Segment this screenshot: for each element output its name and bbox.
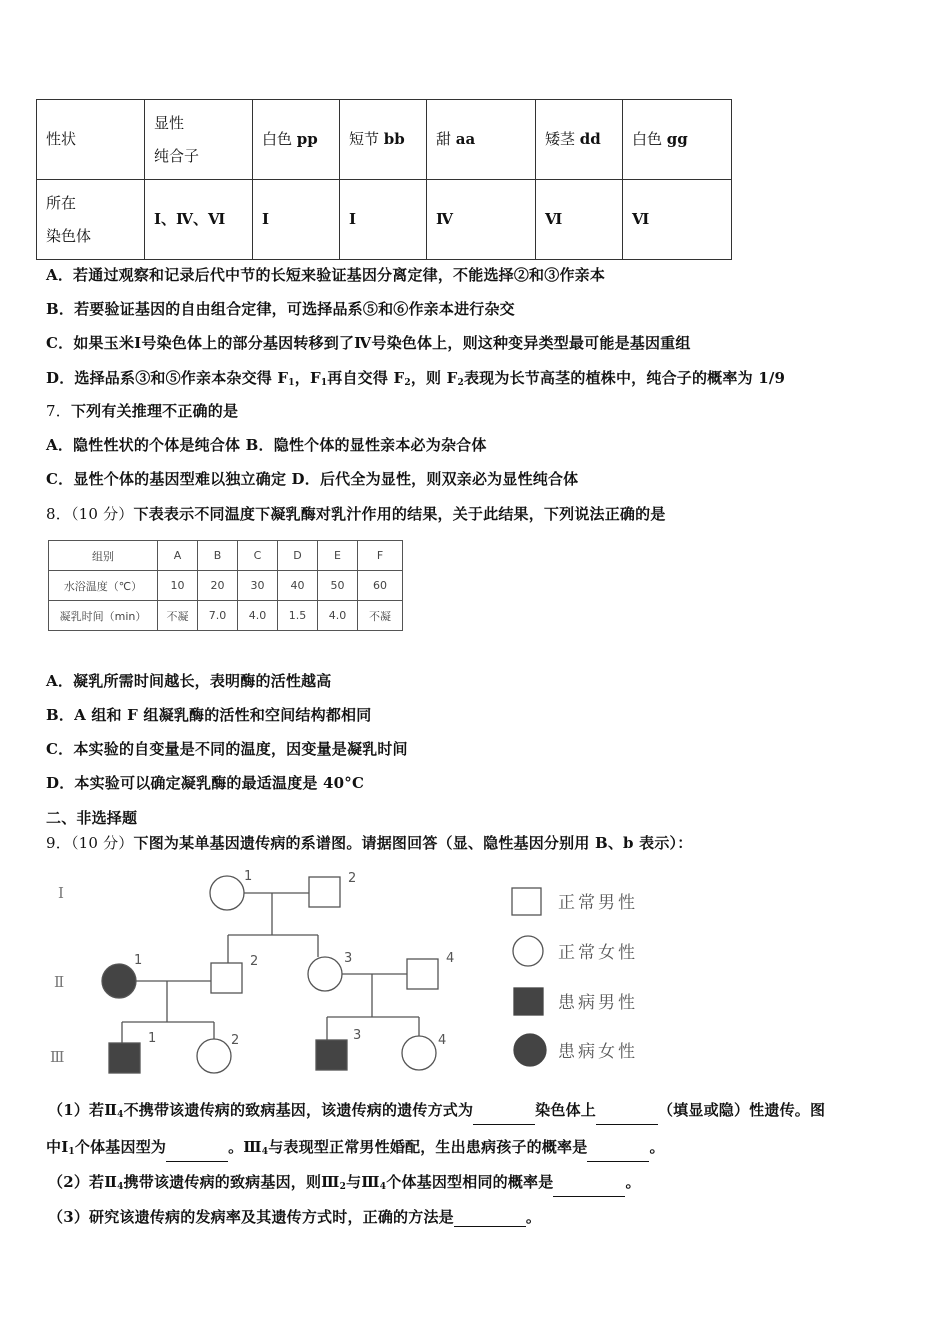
text: ，F (294, 369, 321, 387)
header-short-bb (340, 100, 427, 180)
q8-option-b: B．A 组和 F 组凝乳酶的活性和空间结构都相同 (46, 706, 372, 724)
text: 与表现型正常男性婚配，生出患病孩子的概率是 (268, 1138, 588, 1156)
label-III1: 1 (148, 1031, 157, 1046)
header-sweet-aa (427, 100, 536, 180)
subscript: 1 (320, 378, 328, 388)
header-white-pp (253, 100, 340, 180)
header-line2: 纯合子 (154, 146, 200, 165)
generation-label-II: Ⅱ (54, 973, 65, 991)
trait-gene: gg (666, 130, 688, 148)
pedigree-III4-normal-female (402, 1036, 436, 1070)
answer-blank[interactable] (473, 1108, 535, 1125)
question-text: 下表表示不同温度下凝乳酶对乳汁作用的结果，关于此结果，下列说法正确的是 (133, 505, 666, 523)
question-score: （10 分） (70, 834, 134, 852)
pedigree-I1-normal-female (210, 876, 244, 910)
trait-cn: 白色 (632, 130, 663, 148)
text: 与Ⅲ (346, 1173, 380, 1191)
trait-cn: 白色 (262, 130, 293, 148)
legend-normal-female-icon (513, 936, 543, 966)
trait-gene: bb (383, 130, 405, 148)
pedigree-III3-affected-male (316, 1040, 347, 1070)
cell: 不凝 (358, 601, 403, 631)
text: ，则 F (410, 369, 458, 387)
subscript: 2 (404, 378, 411, 388)
legend-affected-male-icon (514, 988, 543, 1015)
cell: B (198, 541, 238, 571)
section-title: 二、非选择题 (46, 809, 138, 827)
label-line2: 染色体 (46, 226, 92, 245)
label-III3: 3 (353, 1028, 362, 1043)
cell: 7.0 (198, 601, 238, 631)
text: （2）若Ⅱ (48, 1173, 118, 1191)
legend-normal-male-icon (512, 888, 541, 915)
label-II1: 1 (134, 953, 143, 968)
label-I1: 1 (244, 869, 253, 884)
chromosome-cell: Ⅰ (340, 180, 427, 260)
answer-blank[interactable] (454, 1210, 526, 1227)
cell: A (158, 541, 198, 571)
text: 。Ⅲ (228, 1138, 262, 1156)
q8-option-c: C．本实验的自变量是不同的温度，因变量是凝乳时间 (46, 740, 408, 758)
enzyme-row-groups (49, 541, 403, 571)
cell: 1.5 (278, 601, 318, 631)
text: 中Ⅰ (46, 1138, 69, 1156)
header-white-gg (623, 100, 732, 180)
q9-sub3 (48, 1207, 541, 1227)
cell: 60 (358, 571, 403, 601)
subscript: 4 (379, 1182, 387, 1192)
pedigree-III1-affected-male (109, 1043, 140, 1073)
chromosome-cell: Ⅳ (427, 180, 536, 260)
trait-cn: 甜 (436, 130, 452, 148)
pedigree-II2-normal-male (211, 963, 242, 993)
text: 个体基因型相同的概率是 (386, 1173, 554, 1191)
question-text: 下图为某单基因遗传病的系谱图。请据图回答（显、隐性基因分别用 B、b 表示）： (133, 834, 693, 852)
text: （填显或隐）性遗传。图 (657, 1101, 826, 1119)
q6-option-c: C．如果玉米Ⅰ号染色体上的部分基因转移到了Ⅳ号染色体上，则这种变异类型最可能是基因重组 (46, 334, 691, 352)
subscript: 1 (288, 378, 295, 388)
subscript: 1 (68, 1147, 75, 1157)
label-I2: 2 (348, 871, 357, 886)
question-number: 8． (46, 505, 71, 523)
traits-table (36, 99, 732, 260)
traits-header-row (37, 100, 732, 180)
text: 。 (625, 1173, 641, 1191)
subscript: 4 (117, 1110, 124, 1120)
cell: 40 (278, 571, 318, 601)
chromosome-label (37, 180, 145, 260)
question-text: 下列有关推理不正确的是 (70, 402, 239, 420)
pedigree-II4-normal-male (407, 959, 438, 989)
label-II3: 3 (344, 951, 353, 966)
q7-options-ab: A．隐性性状的个体是纯合体 B．隐性个体的显性亲本必为杂合体 (46, 436, 487, 454)
label-II2: 2 (250, 954, 259, 969)
header-trait: 性状 (37, 100, 145, 180)
trait-cn: 矮茎 (545, 130, 576, 148)
answer-blank[interactable] (596, 1108, 658, 1125)
cell: D (278, 541, 318, 571)
chromosome-cell: Ⅰ (253, 180, 340, 260)
pedigree-II1-affected-female (102, 964, 136, 998)
cell: 4.0 (238, 601, 278, 631)
chromosome-cell: Ⅵ (623, 180, 732, 260)
text: 再自交得 F (327, 369, 405, 387)
pedigree-II3-normal-female (308, 957, 342, 991)
label-III2: 2 (231, 1033, 240, 1048)
subscript: 2 (339, 1182, 347, 1192)
label-II4: 4 (446, 951, 455, 966)
legend-normal-female-label: 正常女性 (558, 943, 638, 963)
text: 携带该遗传病的致病基因，则Ⅲ (123, 1173, 340, 1191)
q6-option-a: A．若通过观察和记录后代中节的长短来验证基因分离定律，不能选择②和③作亲本 (46, 266, 606, 284)
subscript: 2 (457, 378, 464, 388)
text: （3）研究该遗传病的发病率及其遗传方式时，正确的方法是 (48, 1208, 454, 1226)
legend-affected-female-label: 患病女性 (558, 1042, 638, 1062)
pedigree-chart (0, 850, 700, 1090)
chromosome-cell: Ⅵ (536, 180, 623, 260)
answer-blank[interactable] (587, 1145, 649, 1162)
chromosome-cell: Ⅰ、Ⅳ、Ⅵ (145, 180, 253, 260)
q8-stem (46, 504, 666, 524)
answer-blank[interactable] (166, 1145, 228, 1162)
label-line1: 所在 (46, 193, 77, 212)
q6-option-b: B．若要验证基因的自由组合定律，可选择品系⑤和⑥作亲本进行杂交 (46, 300, 515, 318)
text: 。 (649, 1138, 665, 1156)
header-dominant-homozygote (145, 100, 253, 180)
q7-stem (46, 401, 238, 421)
text: 个体基因型为 (74, 1138, 167, 1156)
label-III4: 4 (438, 1033, 447, 1048)
cell: E (318, 541, 358, 571)
header-dwarf-dd (536, 100, 623, 180)
legend-affected-female-icon (514, 1034, 546, 1066)
text: （1）若Ⅱ (48, 1101, 118, 1119)
row-label: 水浴温度（℃） (49, 571, 158, 601)
q9-sub2 (48, 1172, 641, 1197)
cell: 不凝 (158, 601, 198, 631)
q7-options-cd: C．显性个体的基因型难以独立确定 D．后代全为显性，则双亲必为显性纯合体 (46, 470, 579, 488)
q8-option-a: A．凝乳所需时间越长，表明酶的活性越高 (46, 672, 332, 690)
text: 染色体上 (535, 1101, 596, 1119)
header-line1: 显性 (154, 113, 185, 132)
trait-gene: aa (455, 130, 476, 148)
enzyme-row-time (49, 601, 403, 631)
generation-label-I: Ⅰ (58, 884, 64, 902)
q6-option-d (46, 368, 785, 393)
subscript: 4 (117, 1182, 124, 1192)
cell: 4.0 (318, 601, 358, 631)
text: 。 (525, 1208, 542, 1226)
text: D．选择品系③和⑤作亲本杂交得 F (46, 369, 289, 387)
pedigree-I2-normal-male (309, 877, 340, 907)
row-label: 凝乳时间（min） (49, 601, 158, 631)
text: 不携带该遗传病的致病基因，该遗传病的遗传方式为 (123, 1101, 474, 1119)
legend-affected-male-label: 患病男性 (558, 993, 638, 1013)
q8-option-d: D．本实验可以确定凝乳酶的最适温度是 40°C (46, 774, 365, 792)
cell: 50 (318, 571, 358, 601)
trait-gene: pp (296, 130, 318, 148)
subscript: 4 (261, 1147, 269, 1157)
enzyme-table (48, 540, 403, 631)
question-number: 7． (46, 402, 71, 420)
q9-sub1-line1 (48, 1100, 825, 1125)
generation-label-III: Ⅲ (50, 1048, 65, 1066)
trait-cn: 短节 (349, 130, 380, 148)
q9-sub1-line2 (46, 1137, 665, 1162)
legend-normal-male-label: 正常男性 (558, 893, 638, 913)
pedigree-III2-normal-female (197, 1039, 231, 1073)
question-score: （10 分） (70, 505, 134, 523)
enzyme-row-temperature (49, 571, 403, 601)
text: 表现为长节高茎的植株中，纯合子的概率为 1/9 (463, 369, 786, 387)
traits-chromosome-row (37, 180, 732, 260)
cell: F (358, 541, 403, 571)
cell: 20 (198, 571, 238, 601)
cell: C (238, 541, 278, 571)
cell: 30 (238, 571, 278, 601)
cell: 10 (158, 571, 198, 601)
row-label: 组别 (49, 541, 158, 571)
trait-gene: dd (579, 130, 601, 148)
question-number: 9． (46, 834, 71, 852)
answer-blank[interactable] (553, 1180, 625, 1197)
